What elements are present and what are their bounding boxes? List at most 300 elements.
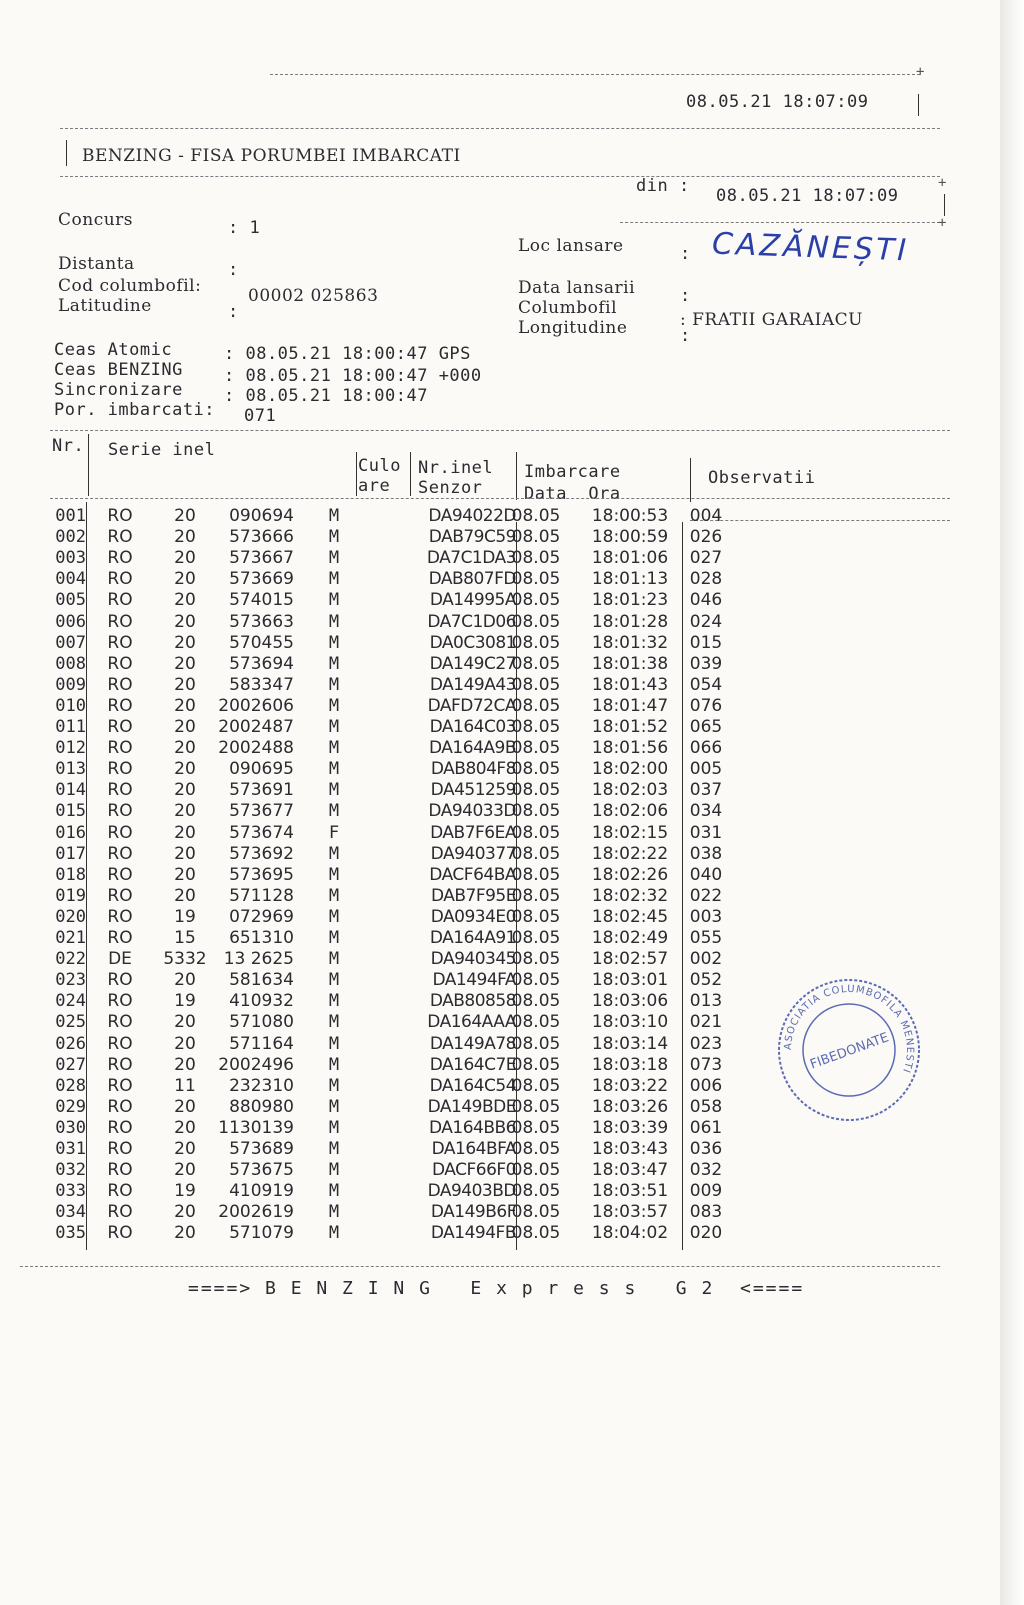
observation: 022 <box>689 885 723 906</box>
observation: 027 <box>689 548 723 569</box>
table-row <box>0 1139 1000 1160</box>
table-row <box>0 949 1000 970</box>
ring-country: RO <box>107 906 133 927</box>
observation: 036 <box>689 1139 723 1159</box>
observation: 039 <box>689 653 723 674</box>
ring-number: 573695 <box>229 864 294 885</box>
table-row <box>0 1202 1000 1223</box>
board-time: 18:03:14 <box>591 1033 669 1054</box>
ring-number: 583347 <box>229 674 294 695</box>
ring-number: 573669 <box>229 569 294 590</box>
sensor-id: DAFD72CA <box>427 695 516 716</box>
board-time: 18:03:22 <box>591 1075 669 1096</box>
ring-country: RO <box>107 738 133 759</box>
observation: 037 <box>689 780 723 801</box>
board-date: 08.05 <box>511 1223 561 1244</box>
row-number: 035 <box>55 1223 86 1244</box>
observation: 066 <box>689 738 723 759</box>
board-time: 18:02:26 <box>591 864 669 885</box>
ring-number: 1130139 <box>218 1117 294 1138</box>
ring-number: 2002496 <box>218 1054 294 1075</box>
ring-number: 574015 <box>229 590 294 611</box>
sex-code: M <box>328 885 340 906</box>
board-time: 18:03:18 <box>591 1054 669 1075</box>
ring-number: 090694 <box>229 506 294 526</box>
ring-country: RO <box>107 1160 133 1181</box>
board-date: 08.05 <box>511 1139 561 1159</box>
row-number: 030 <box>55 1117 86 1138</box>
ring-country: RO <box>107 928 133 948</box>
row-number: 008 <box>55 653 86 674</box>
sex-code: M <box>328 1117 340 1138</box>
ring-year: 20 <box>174 1054 196 1075</box>
table-row <box>0 886 1000 907</box>
board-time: 18:01:52 <box>591 717 669 737</box>
col-divider <box>410 452 411 496</box>
ring-country: RO <box>107 611 133 632</box>
board-date: 08.05 <box>511 1096 561 1117</box>
stamp-ring-text: ASOCIATIA COLUMBOFILA MENESTI <box>782 983 916 1075</box>
observation: 065 <box>689 717 723 737</box>
sex-code: F <box>328 822 340 843</box>
board-date: 08.05 <box>511 1012 561 1033</box>
board-time: 18:02:32 <box>591 885 669 906</box>
cod-value: 00002 025863 <box>248 286 379 306</box>
board-time: 18:03:06 <box>591 991 669 1012</box>
board-time: 18:00:59 <box>591 527 669 548</box>
ring-number: 573675 <box>229 1160 294 1181</box>
sensor-id: DA9403BD <box>427 1181 516 1202</box>
ring-number: 651310 <box>229 928 294 948</box>
cod-label: Cod columbofil: <box>58 276 202 296</box>
ring-year: 20 <box>174 885 196 906</box>
sex-code: M <box>328 906 340 927</box>
sensor-id: DA7C1DA3 <box>426 548 516 569</box>
sex-code: M <box>328 949 340 970</box>
ring-year: 20 <box>174 717 196 737</box>
board-date: 08.05 <box>511 1054 561 1075</box>
ring-country: RO <box>107 1033 133 1054</box>
row-number: 031 <box>55 1139 86 1159</box>
header-rule <box>60 176 940 177</box>
ceas-atomic-label: Ceas Atomic <box>54 340 173 360</box>
observation: 046 <box>689 590 723 611</box>
table-row <box>0 865 1000 886</box>
concurs-label: Concurs <box>58 210 134 230</box>
ring-year: 20 <box>174 695 196 716</box>
distanta-label: Distanta <box>58 254 135 274</box>
sensor-id: DA164AAA <box>427 1012 516 1033</box>
ring-year: 20 <box>174 653 196 674</box>
board-time: 18:02:22 <box>591 843 669 864</box>
table-row <box>0 844 1000 865</box>
ring-number: 13 2625 <box>223 949 294 970</box>
ring-year: 20 <box>174 738 196 759</box>
sensor-id: DAB7F95E <box>430 885 516 906</box>
stamp-center-text: FIBEDONATE <box>808 1030 891 1073</box>
ring-year: 20 <box>174 632 196 653</box>
ring-year: 20 <box>174 822 196 843</box>
sensor-id: DA149B6F <box>430 1202 516 1223</box>
sex-code: M <box>328 1012 340 1033</box>
ceas-atomic-value: : 08.05.21 18:00:47 GPS <box>224 344 471 364</box>
ring-year: 20 <box>174 527 196 548</box>
board-time: 18:01:43 <box>591 674 669 695</box>
ring-country: RO <box>107 1012 133 1033</box>
ring-number: 2002606 <box>218 695 294 716</box>
top-timestamp: 08.05.21 18:07:09 <box>686 92 869 112</box>
loc-sep: : <box>680 244 691 264</box>
board-time: 18:02:00 <box>591 759 669 780</box>
sex-code: M <box>328 1054 340 1075</box>
observation: 032 <box>689 1160 723 1181</box>
header-culoare: Culo <box>358 456 401 476</box>
sex-code: M <box>328 1181 340 1202</box>
ring-number: 573663 <box>229 611 294 632</box>
header-imbarcare: Imbarcare <box>524 462 621 482</box>
ceas-benzing-value: : 08.05.21 18:00:47 +000 <box>224 366 482 386</box>
sensor-id: DA1494FA <box>432 970 516 991</box>
ring-number: 2002619 <box>218 1202 294 1223</box>
sex-code: M <box>328 801 340 822</box>
observation: 040 <box>689 864 723 885</box>
header-rule-bottom <box>620 222 940 223</box>
board-time: 18:03:10 <box>591 1012 669 1033</box>
sex-code: M <box>328 569 340 590</box>
ring-year: 20 <box>174 506 196 526</box>
ring-number: 573666 <box>229 527 294 548</box>
longitudine-label: Longitudine <box>518 318 628 338</box>
board-date: 08.05 <box>511 780 561 801</box>
col-divider <box>682 522 683 1250</box>
header-data-ora: Data Ora <box>524 484 621 504</box>
table-row <box>0 696 1000 717</box>
latitudine-value: : <box>228 302 239 322</box>
row-number: 017 <box>55 843 86 864</box>
ring-country: DE <box>108 949 132 970</box>
observation: 021 <box>689 1012 723 1033</box>
board-date: 08.05 <box>511 801 561 822</box>
row-number: 015 <box>55 801 86 822</box>
ring-country: RO <box>107 1096 133 1117</box>
sensor-id: DA164A91 <box>429 928 516 948</box>
ring-year: 20 <box>174 1223 196 1244</box>
ring-country: RO <box>107 527 133 548</box>
table-row <box>0 738 1000 759</box>
row-number: 011 <box>55 717 86 737</box>
board-time: 18:02:45 <box>591 906 669 927</box>
ring-number: 090695 <box>229 759 294 780</box>
sensor-id: DA164C03 <box>429 717 516 737</box>
board-time: 18:02:57 <box>591 949 669 970</box>
board-time: 18:03:51 <box>591 1181 669 1202</box>
ring-number: 571079 <box>229 1223 294 1244</box>
sensor-id: DA14995A <box>429 590 516 611</box>
sincronizare-label: Sincronizare <box>54 380 183 400</box>
ring-country: RO <box>107 1117 133 1138</box>
ring-year: 20 <box>174 1117 196 1138</box>
ring-number: 571080 <box>229 1012 294 1033</box>
ring-year: 20 <box>174 970 196 991</box>
observation: 015 <box>689 632 723 653</box>
table-row <box>0 801 1000 822</box>
sex-code: M <box>328 780 340 801</box>
observation: 055 <box>689 928 723 948</box>
doc-title: BENZING - FISA PORUMBEI IMBARCATI <box>82 146 461 166</box>
observation: 058 <box>689 1096 723 1117</box>
board-date: 08.05 <box>511 949 561 970</box>
sensor-id: DA149C27 <box>429 653 516 674</box>
row-number: 014 <box>55 780 86 801</box>
ring-year: 20 <box>174 674 196 695</box>
ring-country: RO <box>107 1075 133 1096</box>
row-number: 003 <box>55 548 86 569</box>
table-bottom-rule <box>20 1266 940 1267</box>
row-number: 020 <box>55 906 86 927</box>
ring-number: 573667 <box>229 548 294 569</box>
sensor-id: DA94022D <box>428 506 516 526</box>
ring-number: 581634 <box>229 970 294 991</box>
col-divider <box>516 522 517 1250</box>
board-time: 18:03:43 <box>591 1139 669 1159</box>
ring-number: 072969 <box>229 906 294 927</box>
ring-country: RO <box>107 1181 133 1202</box>
loc-handwritten: CAZĂNEȘTI <box>711 226 910 269</box>
sex-code: M <box>328 843 340 864</box>
board-date: 08.05 <box>511 695 561 716</box>
table-row <box>0 907 1000 928</box>
loc-label: Loc lansare <box>518 236 624 256</box>
board-date: 08.05 <box>511 1160 561 1181</box>
row-number: 032 <box>55 1160 86 1181</box>
ring-country: RO <box>107 822 133 843</box>
board-date: 08.05 <box>511 843 561 864</box>
association-stamp <box>774 975 924 1125</box>
row-number: 023 <box>55 970 86 991</box>
sex-code: M <box>328 506 340 526</box>
sex-code: M <box>328 695 340 716</box>
board-date: 08.05 <box>511 1033 561 1054</box>
sex-code: M <box>328 928 340 948</box>
ring-year: 20 <box>174 1202 196 1223</box>
latitudine-label: Latitudine <box>58 296 152 316</box>
ring-number: 2002488 <box>218 738 294 759</box>
ring-country: RO <box>107 1139 133 1159</box>
table-row <box>0 675 1000 696</box>
ring-country: RO <box>107 780 133 801</box>
observation: 006 <box>689 1075 723 1096</box>
board-date: 08.05 <box>511 885 561 906</box>
ring-year: 20 <box>174 1160 196 1181</box>
ring-year: 20 <box>174 780 196 801</box>
observation: 024 <box>689 611 723 632</box>
ring-year: 5332 <box>163 949 207 970</box>
row-number: 018 <box>55 864 86 885</box>
table-row <box>0 612 1000 633</box>
ring-country: RO <box>107 991 133 1012</box>
row-number: 019 <box>55 885 86 906</box>
ring-country: RO <box>107 801 133 822</box>
row-number: 026 <box>55 1033 86 1054</box>
concurs-value: : 1 <box>228 218 261 238</box>
sensor-id: DA164C54 <box>429 1075 516 1096</box>
board-time: 18:04:02 <box>591 1223 669 1244</box>
row-number: 028 <box>55 1075 86 1096</box>
table-header-rule <box>50 498 950 499</box>
ring-year: 20 <box>174 759 196 780</box>
row-number: 005 <box>55 590 86 611</box>
ring-country: RO <box>107 1202 133 1223</box>
ring-number: 570455 <box>229 632 294 653</box>
corner-plus: + <box>938 215 947 231</box>
board-date: 08.05 <box>511 1202 561 1223</box>
board-date: 08.05 <box>511 569 561 590</box>
board-time: 18:03:01 <box>591 970 669 991</box>
ring-number: 573691 <box>229 780 294 801</box>
ring-country: RO <box>107 695 133 716</box>
header-culoare-2: are <box>358 476 391 496</box>
ring-number: 573694 <box>229 653 294 674</box>
row-number: 016 <box>55 822 86 843</box>
ring-number: 410919 <box>229 1181 294 1202</box>
corner-plus: + <box>938 175 947 191</box>
sex-code: M <box>328 1160 340 1181</box>
sex-code: M <box>328 632 340 653</box>
ring-country: RO <box>107 970 133 991</box>
observation: 052 <box>689 970 723 991</box>
observation: 026 <box>689 527 723 548</box>
row-number: 004 <box>55 569 86 590</box>
title-rule <box>60 128 940 129</box>
ring-country: RO <box>107 843 133 864</box>
ring-country: RO <box>107 717 133 737</box>
row-number: 021 <box>55 928 86 948</box>
sex-code: M <box>328 1139 340 1159</box>
table-row <box>0 1160 1000 1181</box>
din-label: din : <box>636 176 690 196</box>
longitudine-value: : <box>680 326 691 346</box>
row-number: 034 <box>55 1202 86 1223</box>
ring-country: RO <box>107 548 133 569</box>
ring-year: 20 <box>174 569 196 590</box>
ring-country: RO <box>107 1223 133 1244</box>
sensor-id: DAB807FD <box>428 569 516 590</box>
board-date: 08.05 <box>511 970 561 991</box>
observation: 031 <box>689 822 723 843</box>
sensor-id: DA149A43 <box>429 674 516 695</box>
header-nr: Nr. <box>52 436 85 456</box>
col-divider <box>88 434 89 496</box>
ring-year: 20 <box>174 611 196 632</box>
footer-banner: ====> B E N Z I N G E x p r e s s G 2 <==== <box>188 1278 805 1299</box>
sensor-id: DA164C7E <box>429 1054 516 1075</box>
col-divider <box>516 452 517 500</box>
sensor-id: DA451259 <box>430 780 516 801</box>
sensor-id: DA940345 <box>430 949 516 970</box>
sex-code: M <box>328 991 340 1012</box>
sensor-id: DA164BB6 <box>428 1117 516 1138</box>
row-number: 010 <box>55 695 86 716</box>
sex-code: M <box>328 548 340 569</box>
por-label: Por. imbarcati: <box>54 400 216 420</box>
row-number: 012 <box>55 738 86 759</box>
table-row <box>0 1223 1000 1244</box>
board-time: 18:01:28 <box>591 611 669 632</box>
ring-country: RO <box>107 885 133 906</box>
ring-country: RO <box>107 1054 133 1075</box>
header-observatii: Observatii <box>708 468 816 488</box>
columbofil-value: : FRATII GARAIACU <box>680 310 864 330</box>
ring-number: 573674 <box>229 822 294 843</box>
ring-year: 20 <box>174 1139 196 1159</box>
ring-country: RO <box>107 569 133 590</box>
table-row <box>0 780 1000 801</box>
board-date: 08.05 <box>511 717 561 737</box>
board-date: 08.05 <box>511 928 561 948</box>
observation: 073 <box>689 1054 723 1075</box>
board-date: 08.05 <box>511 822 561 843</box>
header-senzor: Senzor <box>418 478 483 498</box>
sensor-id: DACF64BA <box>429 864 516 885</box>
observation: 020 <box>689 1223 723 1244</box>
board-date: 08.05 <box>511 674 561 695</box>
col-divider <box>356 452 357 496</box>
row-number: 033 <box>55 1181 86 1202</box>
table-row <box>0 823 1000 844</box>
sensor-id: DA0C3081 <box>429 632 516 653</box>
col-divider <box>86 502 87 1250</box>
table-row <box>0 717 1000 738</box>
din-value: 08.05.21 18:07:09 <box>716 186 899 206</box>
board-date: 08.05 <box>511 759 561 780</box>
top-rule <box>270 74 920 75</box>
sex-code: M <box>328 738 340 759</box>
sex-code: M <box>328 759 340 780</box>
board-date: 08.05 <box>511 864 561 885</box>
ring-year: 20 <box>174 843 196 864</box>
ring-year: 19 <box>174 1181 196 1202</box>
sex-code: M <box>328 970 340 991</box>
corner-plus: + <box>916 64 925 80</box>
board-date: 08.05 <box>511 906 561 927</box>
sensor-id: DA94033D <box>428 801 516 822</box>
ring-number: 573689 <box>229 1139 294 1159</box>
sensor-id: DA164BFA <box>431 1139 516 1159</box>
board-date: 08.05 <box>511 527 561 548</box>
sex-code: M <box>328 1033 340 1054</box>
ring-country: RO <box>107 759 133 780</box>
observation: 002 <box>689 949 723 970</box>
board-time: 18:01:56 <box>591 738 669 759</box>
table-row <box>0 654 1000 675</box>
ring-number: 573692 <box>229 843 294 864</box>
board-time: 18:00:53 <box>591 506 669 526</box>
board-time: 18:01:13 <box>591 569 669 590</box>
ring-year: 20 <box>174 590 196 611</box>
board-date: 08.05 <box>511 991 561 1012</box>
table-row <box>0 633 1000 654</box>
board-date: 08.05 <box>511 1117 561 1138</box>
columbofil-label: Columbofil <box>518 298 618 318</box>
ring-year: 20 <box>174 548 196 569</box>
table-row <box>0 569 1000 590</box>
ring-country: RO <box>107 590 133 611</box>
sensor-id: DAB80858 <box>429 991 516 1012</box>
board-date: 08.05 <box>511 1181 561 1202</box>
sensor-id: DA149BDE <box>427 1096 516 1117</box>
row-number: 029 <box>55 1096 86 1117</box>
table-row <box>0 759 1000 780</box>
